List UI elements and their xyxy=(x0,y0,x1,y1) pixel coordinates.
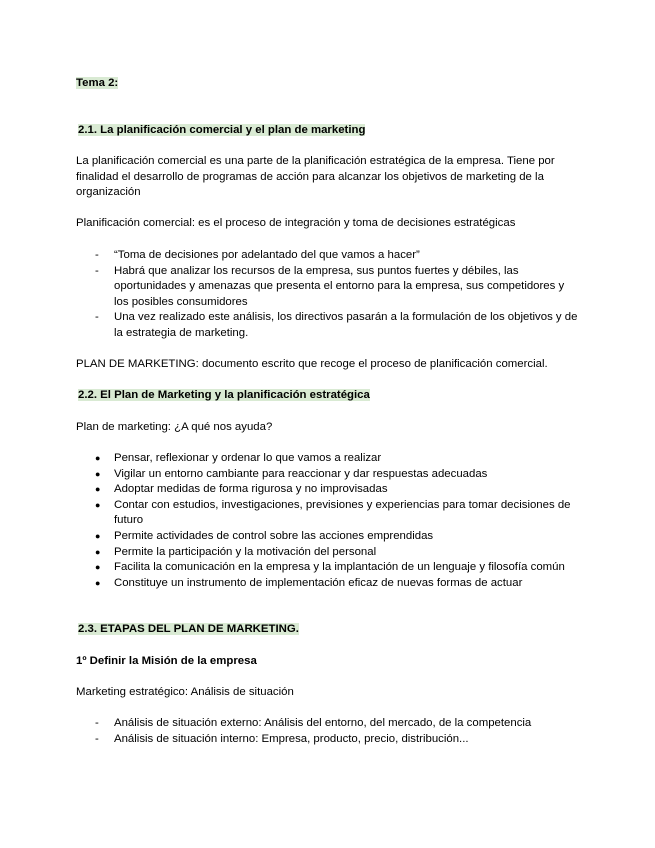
list-item: - Análisis de situación interno: Empresa, producto, precio, distribución... xyxy=(76,732,581,748)
tema-highlight: Tema 2: xyxy=(76,77,119,89)
bullet-icon: ● xyxy=(95,546,101,557)
dash-marker: - xyxy=(95,311,99,324)
bullet-icon: ● xyxy=(95,468,101,479)
section-2-1-dash-list xyxy=(76,248,581,342)
dash-marker: - xyxy=(95,732,99,745)
bullet-icon: ● xyxy=(95,484,101,495)
section-2-1-heading: 2.1. La planificación comercial y el plan de marketing xyxy=(78,124,366,136)
list-item: ● Vigilar un entorno cambiante para reaccionar y dar respuestas adecuadas xyxy=(76,467,581,483)
list-item: - Habrá que analizar los recursos de la empresa, sus puntos fuertes y débiles, las oportunidades y amenazas que presenta el entorno para la empresa, sus competidores y los posibles consumidores xyxy=(95,264,565,308)
bullet-icon: ● xyxy=(95,530,101,541)
dash-marker: - xyxy=(95,264,99,277)
list-item: ● Permite actividades de control sobre las acciones emprendidas xyxy=(76,529,581,545)
section-2-3-paragraph-1: Marketing estratégico: Análisis de situación xyxy=(76,686,294,698)
section-2-3-subheading: 1º Definir la Misión de la empresa xyxy=(76,655,257,667)
bullet-icon: ● xyxy=(95,577,101,588)
list-item: - Análisis de situación externo: Análisis del entorno, del mercado, de la competencia xyxy=(76,716,581,732)
dash-marker: - xyxy=(95,717,99,729)
section-2-2-paragraph-1: Plan de marketing: ¿A qué nos ayuda? xyxy=(76,421,273,433)
dash-marker: - xyxy=(95,249,99,261)
section-2-3-heading: 2.3. ETAPAS DEL PLAN DE MARKETING. xyxy=(78,623,299,635)
bullet-icon: ● xyxy=(95,499,101,510)
section-2-2-heading: 2.2. El Plan de Marketing y la planificación estratégica xyxy=(78,389,370,401)
section-2-3-dash-list xyxy=(76,716,581,747)
list-item: ● Contar con estudios, investigaciones, previsiones y experiencias para tomar decisiones de futuro xyxy=(95,498,571,527)
tema-label xyxy=(76,76,581,92)
list-item: ● Facilita la comunicación en la empresa y la implantación de un lenguaje y filosofía común xyxy=(76,560,581,576)
section-2-1-paragraph-1: La planificación comercial es una parte de la planificación estratégica de la empresa. Tiene por finalidad el desarrollo de programas de acción para alcanzar los objetivos de marketing de la organización xyxy=(76,155,555,199)
list-item: ● Constituye un instrumento de implementación eficaz de nuevas formas de actuar xyxy=(76,576,581,592)
list-item: ● Permite la participación y la motivación del personal xyxy=(76,545,581,561)
section-2-1-paragraph-3: PLAN DE MARKETING: documento escrito que recoge el proceso de planificación comercial. xyxy=(76,358,548,370)
list-item: - “Toma de decisiones por adelantado del que vamos a hacer” xyxy=(76,248,581,264)
bullet-icon: ● xyxy=(95,562,101,573)
section-2-1-paragraph-2: Planificación comercial: es el proceso de integración y toma de decisiones estratégicas xyxy=(76,217,516,229)
bullet-icon: ● xyxy=(95,453,101,463)
section-2-2-bullet-list xyxy=(76,451,581,591)
list-item: - Una vez realizado este análisis, los directivos pasarán a la formulación de los objetivos y de la estrategia de marketing. xyxy=(95,311,578,339)
list-item: ● Adoptar medidas de forma rigurosa y no improvisadas xyxy=(76,482,581,498)
list-item: ● Pensar, reflexionar y ordenar lo que vamos a realizar xyxy=(76,451,581,467)
